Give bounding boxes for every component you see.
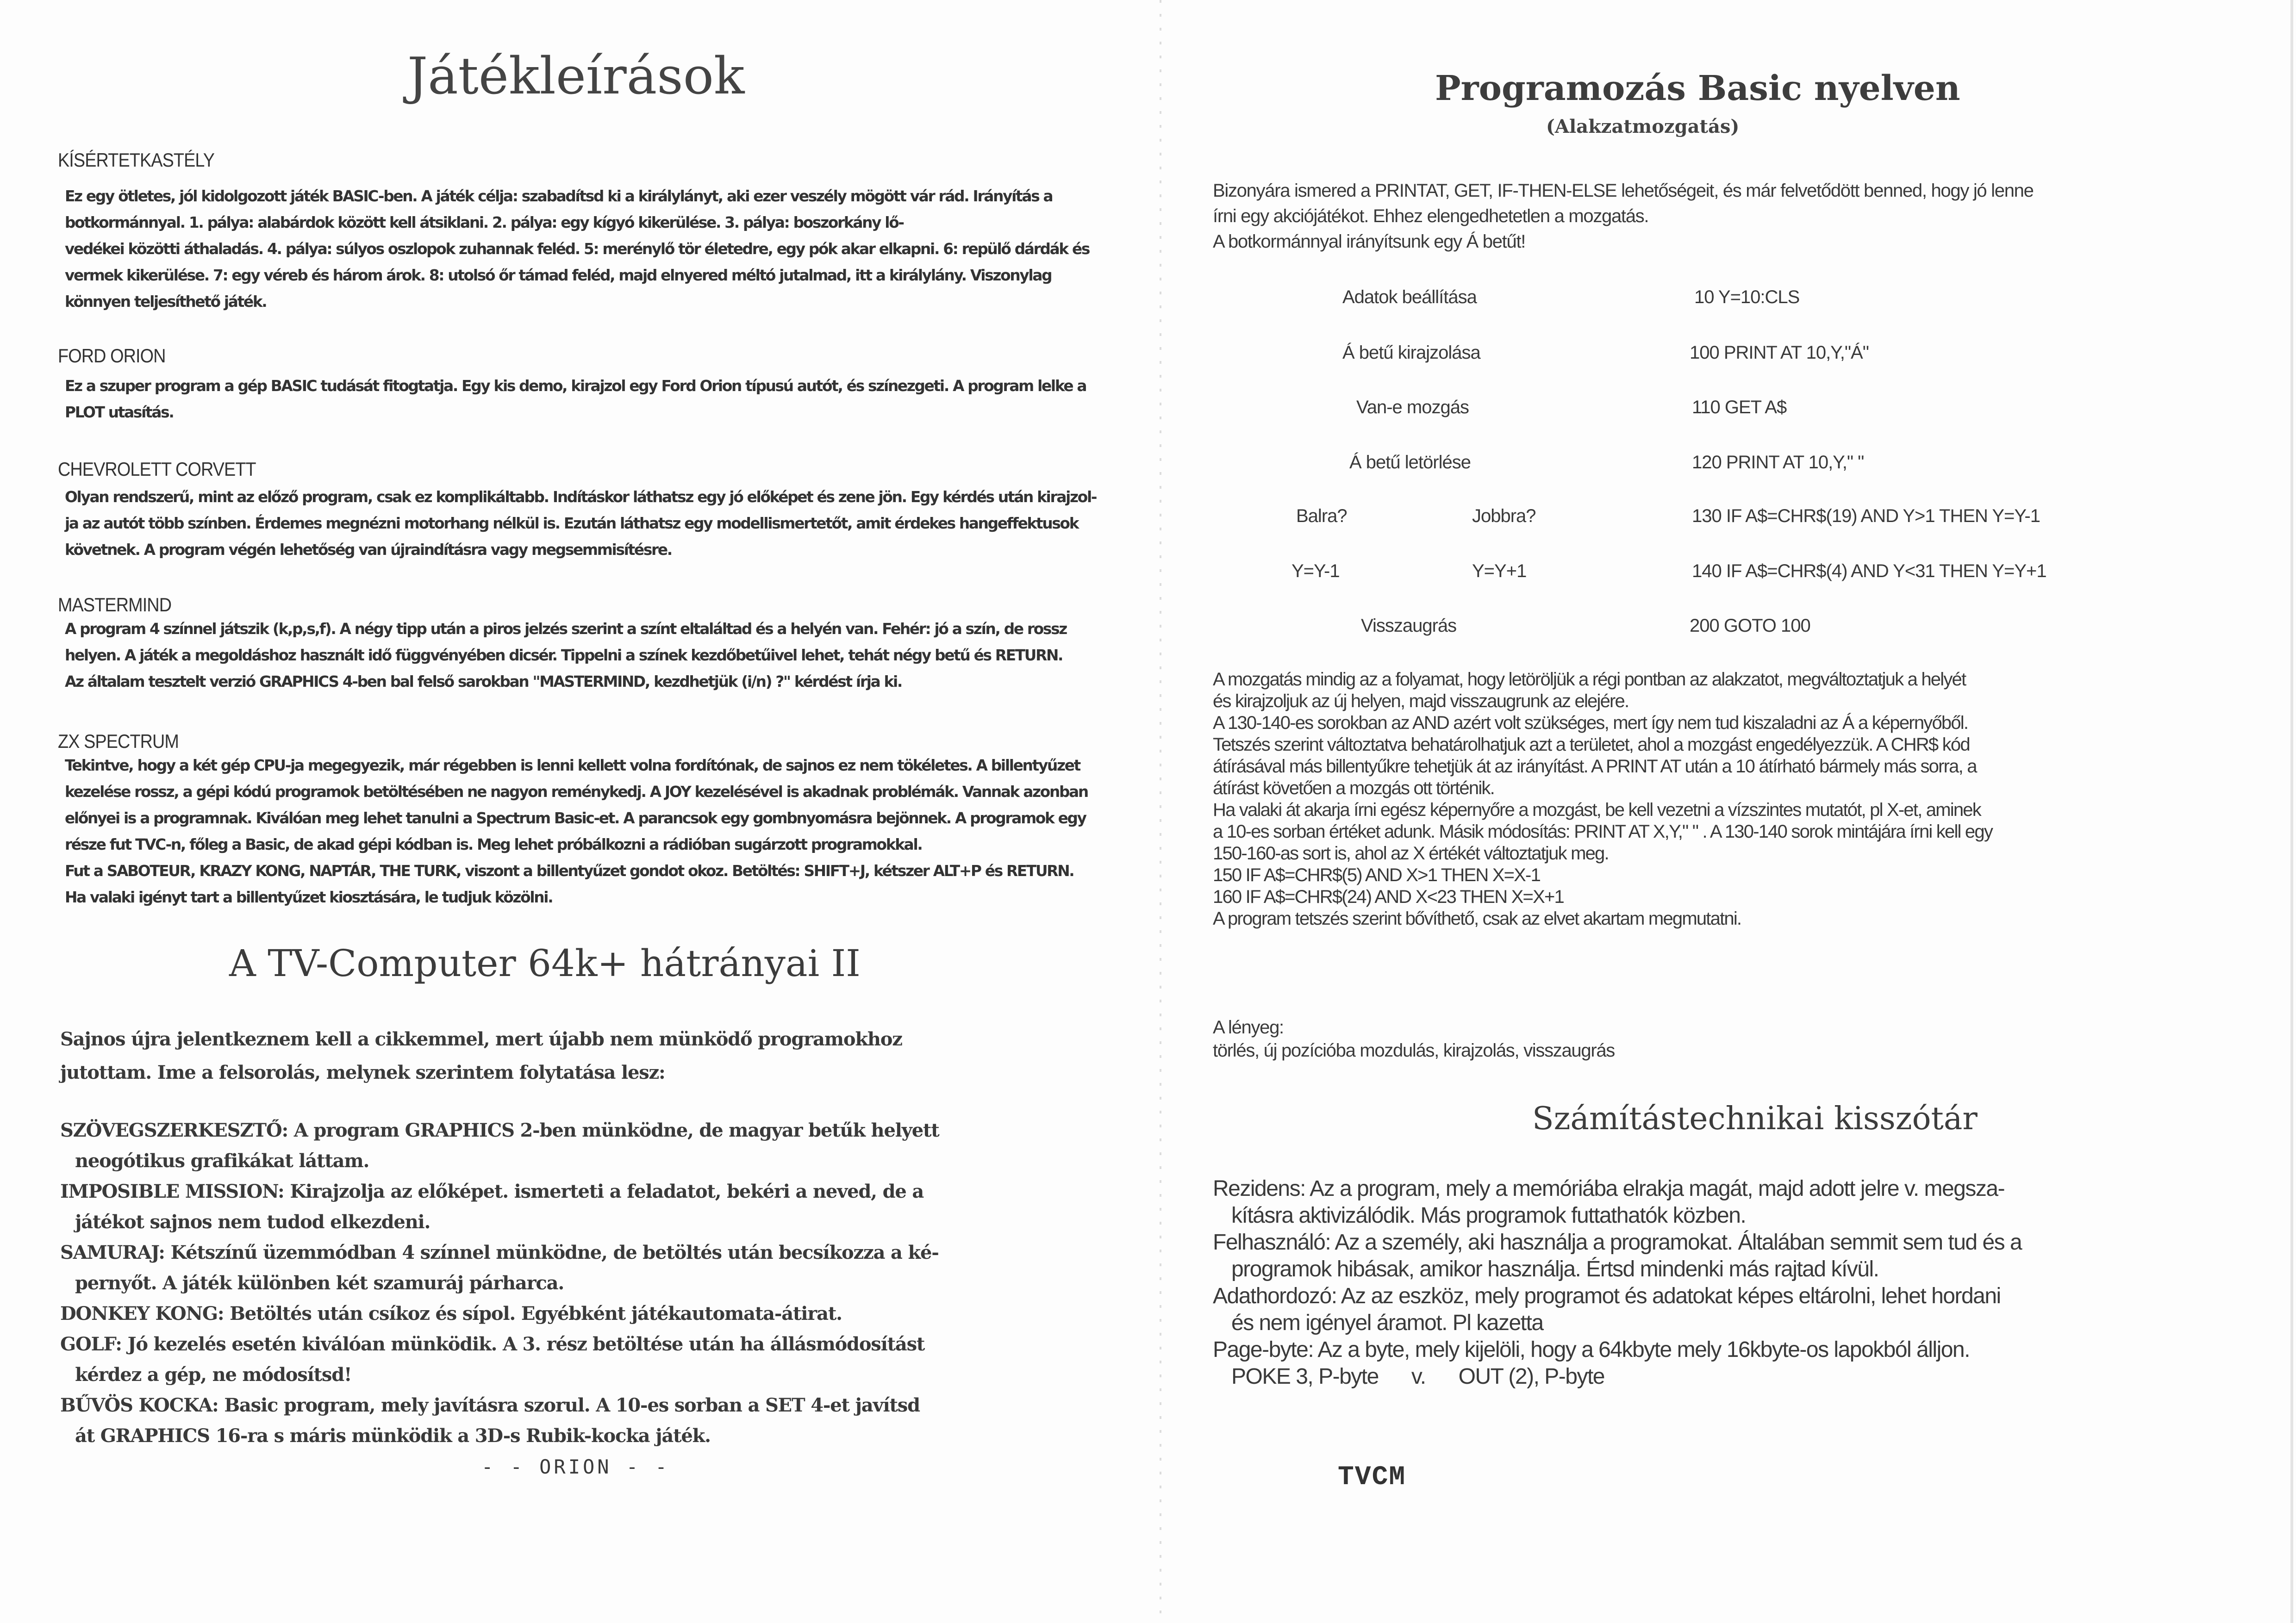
page-subtitle: (Alakzatmozgatás) — [1546, 116, 1740, 137]
list-item: IMPOSIBLE MISSION: Kirajzolja az előképet. ismerteti a feladatot, bekéri a neved, de a — [60, 1181, 924, 1202]
text-line: kezelése rossz, a gépi kódú programok betöltésében ne nagyon reménykedj. A JOY kezelésével is akadnak problémák. Vannak azonban — [65, 783, 1088, 801]
tvc-intro — [60, 1023, 902, 1089]
dictionary-entry: Adathordozó: Az az eszköz, mely programot és adatokat képes eltárolni, lehet hordani — [1213, 1284, 2001, 1308]
text-line: A botkormánnyal irányítsunk egy Á betűt! — [1213, 231, 1526, 252]
table-label: Á betű kirajzolása — [1342, 342, 1480, 363]
list-item-continued: játékot sajnos nem tudod elkezdeni. — [75, 1211, 430, 1233]
list-item: SAMURAJ: Kétszínű üzemmódban 4 színnel münködne, de betöltés után becsíkozza a ké- — [60, 1242, 939, 1263]
game-description — [65, 183, 1143, 315]
list-item-continued: pernyőt. A játék különben két szamuráj párharca. — [75, 1272, 564, 1294]
code-line: 120 PRINT AT 10,Y," " — [1692, 452, 1864, 473]
text-line: PLOT utasítás. — [65, 403, 174, 421]
table-label: Adatok beállítása — [1342, 287, 1477, 307]
text-line: helyen. A játék a megoldáshoz használt idő függvényében dicsér. Tippelni a színek kezdőbetűivel lehet, tehát négy betű és RETURN. — [65, 646, 1063, 664]
text-line: Ez egy ötletes, jól kidolgozott játék BASIC-ben. A játék célja: szabadítsd ki a királylányt, aki ezer veszély mögött vár rád. Irányítás a — [65, 187, 1053, 205]
table-label: Balra? — [1296, 506, 1347, 526]
author-signature: - - ORION - - — [481, 1455, 670, 1478]
text-line: vedékei közötti áthaladás. 4. pálya: súlyos oszlopok zuhannak feléd. 5: merénylő tör életedre, egy pók akar elkapni. 6: repülő dárdák és — [65, 240, 1090, 258]
text-line: botkormánnyal. 1. pálya: alabárdok között kell átsiklani. 2. pálya: egy kígyó kikerülése. 3. pálya: boszorkány lő- — [65, 213, 904, 231]
list-item: GOLF: Jó kezelés esetén kiválóan münködik. A 3. rész betöltése után ha állásmódosítást — [60, 1333, 925, 1355]
game-heading: KÍSÉRTETKASTÉLY — [58, 149, 215, 171]
game-heading: CHEVROLETT CORVETT — [58, 458, 256, 480]
essence-text: törlés, új pozícióba mozdulás, kirajzolás, visszaugrás — [1213, 1040, 1615, 1061]
list-item: DONKEY KONG: Betöltés után csíkoz és sípol. Egyébként játékautomata-átirat. — [60, 1303, 842, 1325]
text-line: Sajnos újra jelentkeznem kell a cikkemmel, mert újabb nem münködő programokhoz — [60, 1028, 902, 1050]
list-item-continued: neogótikus grafikákat láttam. — [75, 1150, 369, 1172]
dictionary-entry: Felhasználó: Az a személy, aki használja a programokat. Általában semmit sem tud és a — [1213, 1230, 2022, 1255]
code-line: 200 GOTO 100 — [1690, 616, 1810, 636]
text-line: A mozgatás mindig az a folyamat, hogy letöröljük a régi pontban az alakzatot, megváltoztatjuk a helyét — [1213, 669, 1966, 690]
game-heading: FORD ORION — [58, 345, 166, 367]
game-description — [65, 616, 1143, 695]
text-line: követnek. A program végén lehetőség van újraindításra vagy megsemmisítésre. — [65, 541, 672, 559]
table-label: Y=Y+1 — [1472, 561, 1527, 581]
game-description — [65, 484, 1143, 563]
list-item: BŰVÖS KOCKA: Basic program, mely javításra szorul. A 10-es sorban a SET 4-et javítsd — [60, 1394, 920, 1416]
text-line: jutottam. Ime a felsorolás, melynek szerintem folytatása lesz: — [60, 1062, 665, 1083]
list-item-continued: kérdez a gép, ne módosítsd! — [75, 1364, 352, 1386]
table-label: Van-e mozgás — [1356, 397, 1469, 417]
text-line: Bizonyára ismered a PRINTAT, GET, IF-THEN-ELSE lehetőségeit, és már felvetődött benned, hogy jó lenne — [1213, 180, 2034, 201]
code-line: 110 GET A$ — [1692, 397, 1787, 417]
text-line: előnyei is a programnak. Kiválóan meg lehet tanulni a Spectrum Basic-et. A parancsok egy gombnyomásra bejönnek. A programok egy — [65, 809, 1086, 827]
dictionary-entry-continued: POKE 3, P-byte v. OUT (2), P-byte — [1231, 1364, 1604, 1389]
text-line: Az általam tesztelt verzió GRAPHICS 4-ben bal felső sarokban "MASTERMIND, kezdhetjük (i/n) ?" kérdést írja ki. — [65, 672, 902, 690]
code-line: 140 IF A$=CHR$(4) AND Y<31 THEN Y=Y+1 — [1692, 561, 2046, 581]
dictionary-entry: Rezidens: Az a program, mely a memóriába elrakja magát, majd adott jelre v. megsza- — [1213, 1176, 2005, 1201]
text-line: része fut TVC-n, főleg a Basic, de akad gépi kódban is. Meg lehet próbálkozni a rádióban sugárzott programokkal. — [65, 835, 922, 853]
dictionary-entry-continued: programok hibásak, amikor használja. Értsd mindenki más rajtad kívül. — [1231, 1257, 1879, 1281]
text-line: és kirajzoljuk az új helyen, majd visszaugrunk az elejére. — [1213, 691, 1629, 711]
article-title-dictionary: Számítástechnikai kisszótár — [1532, 1101, 1978, 1137]
text-line: Tekintve, hogy a két gép CPU-ja megegyezik, már régebben is lenni kellett volna fordítónak, de sajnos ez nem tökéletes. A billentyűzet — [65, 756, 1080, 774]
article-title-tvc: A TV-Computer 64k+ hátrányai II — [229, 942, 861, 985]
list-item: SZÖVEGSZERKESZTŐ: A program GRAPHICS 2-ben münködne, de magyar betűk helyett — [60, 1119, 939, 1141]
page-fold-line — [1160, 0, 1161, 1623]
text-line: Tetszés szerint változtatva behatárolhatjuk azt a területet, ahol a mozgást engedélyezzük. A CHR$ kód — [1213, 734, 1970, 755]
dictionary-entry: Page-byte: Az a byte, mely kijelöli, hogy a 64kbyte mely 16kbyte-os lapokból álljon. — [1213, 1337, 1970, 1362]
text-line: Ha valaki igényt tart a billentyűzet kiosztására, le tudjuk közölni. — [65, 888, 553, 906]
text-line: ja az autót több színben. Érdemes megnézni motorhang nélkül is. Ezután láthatsz egy modellismertetőt, amit érdekes hangeffektusok — [65, 514, 1079, 532]
table-label: Y=Y-1 — [1292, 561, 1340, 581]
text-line: vermek kikerülése. 7: egy véreb és három árok. 8: utolsó őr támad feléd, majd elnyered méltó jutalmad, itt a királylány. Viszonylag — [65, 266, 1052, 284]
right-page — [1194, 0, 2291, 1623]
dictionary-entry-continued: kításra aktivizálódik. Más programok futtathatók közben. — [1231, 1203, 1746, 1228]
game-heading: MASTERMIND — [58, 594, 172, 616]
text-line: könnyen teljesíthető játék. — [65, 292, 267, 311]
code-line: 10 Y=10:CLS — [1694, 287, 1800, 307]
game-description — [65, 752, 1143, 910]
table-label: Jobbra? — [1472, 506, 1536, 526]
text-line: átírásával más billentyűkre tehetjük át az irányítást. A PRINT AT után a 10 átírható bármely más sorra, a — [1213, 756, 1977, 777]
text-line: A 130-140-es sorokban az AND azért volt szükséges, mert így nem tud kiszaladni az Á a képernyőből. — [1213, 713, 1968, 733]
explanation-paragraph — [1213, 669, 1992, 930]
table-label: Á betű letörlése — [1349, 452, 1471, 473]
text-line: a 10-es sorban értéket adunk. Másik módosítás: PRINT AT X,Y," " . A 130-140 sorok mintájára írni kell egy — [1213, 821, 1993, 842]
text-line: A program 4 színnel játszik (k,p,s,f). A négy tipp után a piros jelzés szerint a színt eltaláltad és a helyén van. Fehér: jó a szín, de rossz — [65, 620, 1067, 638]
list-item-continued: át GRAPHICS 16-ra s máris münködik a 3D-s Rubik-kocka játék. — [75, 1425, 711, 1447]
dictionary-entries — [1213, 1175, 2021, 1390]
page-title-game-descriptions: Játékleírások — [407, 46, 745, 106]
tvc-program-list — [60, 1115, 939, 1451]
table-label: Visszaugrás — [1361, 616, 1457, 636]
intro-paragraph — [1213, 178, 2034, 255]
author-signature-tvcm: TVCM — [1338, 1462, 1406, 1492]
text-line: Ez a szuper program a gép BASIC tudását fitogtatja. Egy kis demo, kirajzol egy Ford Orion típusú autót, és színezgeti. A program lelke a — [65, 377, 1086, 395]
text-line: Olyan rendszerű, mint az előző program, csak ez komplikáltabb. Indításkor láthatsz egy jó előképet és zene jön. Egy kérdés után kirajzol- — [65, 488, 1097, 506]
page-title-basic-programming: Programozás Basic nyelven — [1435, 68, 1960, 108]
text-line: átírást követően a mozgás ott történik. — [1213, 778, 1494, 798]
text-line: írni egy akciójátékot. Ehhez elengedhetetlen a mozgatás. — [1213, 206, 1649, 226]
text-line: Fut a SABOTEUR, KRAZY KONG, NAPTÁR, THE TURK, viszont a billentyűzet gondot okoz. Betöltés: SHIFT+J, kétszer ALT+P és RETURN. — [65, 862, 1074, 880]
code-line: 100 PRINT AT 10,Y,"Á" — [1690, 342, 1869, 363]
text-line: Ha valaki át akarja írni egész képernyőre a mozgást, be kell vezetni a vízszintes mutatót, pl X-et, aminek — [1213, 800, 1981, 820]
essence-label: A lényeg: — [1213, 1017, 1284, 1038]
code-line: 160 IF A$=CHR$(24) AND X<23 THEN X=X+1 — [1213, 887, 1564, 907]
text-line: A program tetszés szerint bővíthető, csak az elvet akartam megmutatni. — [1213, 908, 1741, 929]
left-page — [0, 0, 1139, 1623]
game-heading: ZX SPECTRUM — [58, 730, 179, 752]
game-description — [65, 373, 1143, 425]
code-line: 150 IF A$=CHR$(5) AND X>1 THEN X=X-1 — [1213, 865, 1541, 885]
essence-summary — [1213, 1016, 1615, 1062]
text-line: 150-160-as sort is, ahol az X értékét változtatjuk meg. — [1213, 843, 1609, 864]
code-line: 130 IF A$=CHR$(19) AND Y>1 THEN Y=Y-1 — [1692, 506, 2040, 526]
dictionary-entry-continued: és nem igényel áramot. Pl kazetta — [1231, 1311, 1543, 1335]
